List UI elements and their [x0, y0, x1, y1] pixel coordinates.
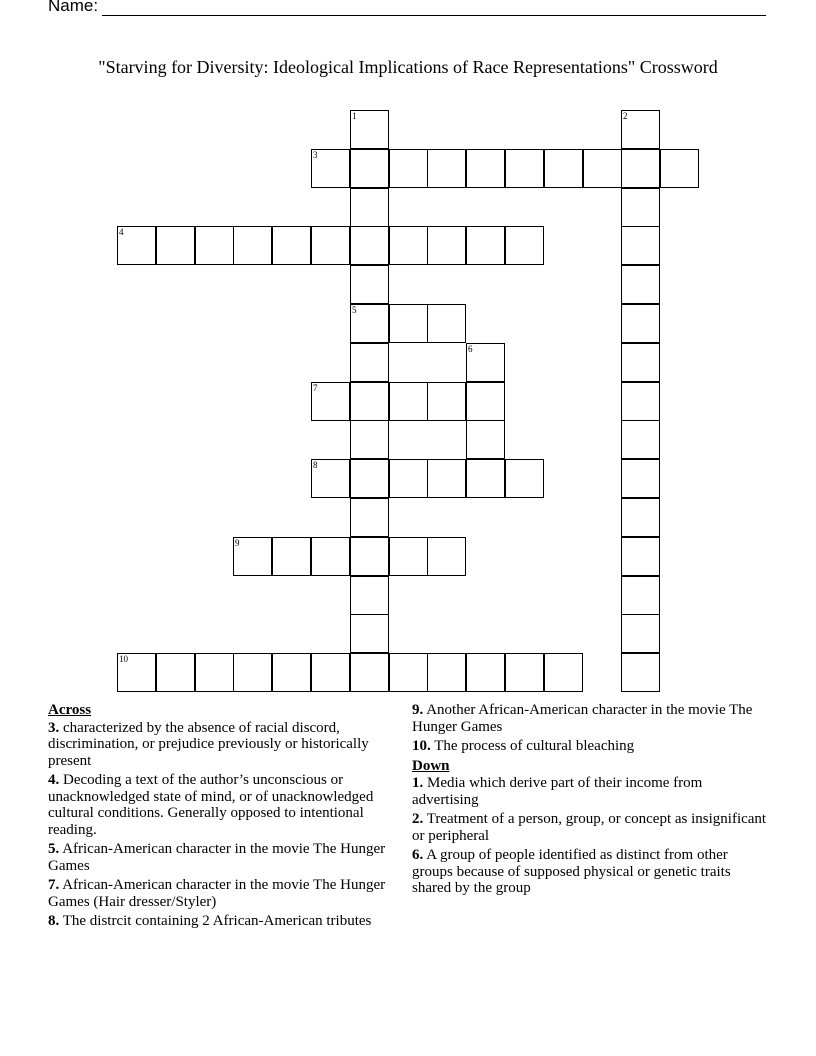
- crossword-cell[interactable]: [389, 149, 428, 188]
- clue-number: 1.: [412, 775, 424, 791]
- across-heading: Across: [48, 702, 92, 718]
- crossword-cell[interactable]: [621, 576, 660, 615]
- crossword-cell[interactable]: [117, 653, 156, 692]
- crossword-cell[interactable]: [350, 537, 389, 576]
- crossword-cell[interactable]: [233, 653, 272, 692]
- crossword-cell[interactable]: [466, 653, 505, 692]
- crossword-cell[interactable]: [583, 149, 622, 188]
- crossword-cell[interactable]: [272, 653, 311, 692]
- name-label: Name:: [48, 0, 99, 15]
- clue-across-3: [48, 720, 386, 770]
- clue-down-6: [412, 847, 772, 897]
- crossword-cell[interactable]: [505, 459, 544, 498]
- clues-right-column: [412, 702, 772, 900]
- down-heading: Down: [412, 757, 450, 774]
- crossword-cell[interactable]: [156, 653, 195, 692]
- crossword-cell[interactable]: [621, 110, 660, 149]
- clue-across-9: [412, 702, 772, 735]
- crossword-cell[interactable]: [389, 382, 428, 421]
- crossword-cell[interactable]: [389, 304, 428, 343]
- crossword-cell[interactable]: [466, 226, 505, 265]
- clue-text: The distrcit containing 2 African-American tributes: [62, 913, 372, 929]
- crossword-cell[interactable]: [427, 382, 466, 421]
- clue-number: 6.: [412, 847, 424, 863]
- crossword-cell[interactable]: [233, 537, 272, 576]
- crossword-cell[interactable]: [621, 304, 660, 343]
- clue-down-2: [412, 811, 772, 844]
- crossword-cell[interactable]: [621, 343, 660, 382]
- crossword-cell[interactable]: [621, 265, 660, 304]
- crossword-cell[interactable]: [427, 304, 466, 343]
- crossword-cell[interactable]: [233, 226, 272, 265]
- crossword-cell[interactable]: [544, 149, 583, 188]
- crossword-cell[interactable]: [621, 149, 660, 188]
- crossword-cell[interactable]: [350, 149, 389, 188]
- crossword-cell[interactable]: [350, 188, 389, 227]
- clue-text: African-American character in the movie The Hunger Games (Hair dresser/Styler): [48, 877, 386, 910]
- crossword-cell[interactable]: [466, 459, 505, 498]
- clue-number: 10.: [412, 738, 431, 754]
- crossword-cell[interactable]: [350, 382, 389, 421]
- clue-across-8: [48, 913, 386, 930]
- crossword-cell[interactable]: [389, 459, 428, 498]
- crossword-cell[interactable]: [389, 537, 428, 576]
- crossword-cell[interactable]: [621, 498, 660, 537]
- crossword-cell[interactable]: [505, 149, 544, 188]
- crossword-cell[interactable]: [311, 537, 350, 576]
- crossword-cell[interactable]: [621, 537, 660, 576]
- crossword-cell[interactable]: [389, 226, 428, 265]
- crossword-cell[interactable]: [621, 459, 660, 498]
- crossword-cell[interactable]: [350, 653, 389, 692]
- clue-number: 8.: [48, 913, 60, 929]
- crossword-cell[interactable]: [350, 459, 389, 498]
- crossword-cell[interactable]: [311, 149, 350, 188]
- crossword-cell[interactable]: [427, 226, 466, 265]
- crossword-cell[interactable]: [350, 304, 389, 343]
- crossword-cell[interactable]: [311, 653, 350, 692]
- crossword-cell[interactable]: [350, 343, 389, 382]
- cell-number: 10: [119, 654, 128, 664]
- cell-number: 3: [313, 150, 318, 160]
- crossword-cell[interactable]: [389, 653, 428, 692]
- crossword-cell[interactable]: [621, 226, 660, 265]
- clue-number: 4.: [48, 772, 60, 788]
- clue-text: Decoding a text of the author’s unconscious or unacknowledged state of mind, or of unacknowledged cultural conditions. Generally opposed to intentional reading.: [48, 772, 374, 838]
- clue-text: Treatment of a person, group, or concept as insignificant or peripheral: [412, 811, 767, 844]
- crossword-cell[interactable]: [350, 110, 389, 149]
- clue-down-1: [412, 775, 772, 808]
- clue-across-4: [48, 772, 386, 838]
- crossword-cell[interactable]: [311, 459, 350, 498]
- crossword-cell[interactable]: [621, 382, 660, 421]
- cell-number: 6: [468, 344, 473, 354]
- cell-number: 8: [313, 460, 318, 470]
- clue-number: 7.: [48, 877, 60, 893]
- clues-left-column: [48, 702, 386, 933]
- crossword-cell[interactable]: [350, 576, 389, 615]
- crossword-cell[interactable]: [350, 614, 389, 653]
- crossword-cell[interactable]: [621, 653, 660, 692]
- crossword-cell[interactable]: [466, 343, 505, 382]
- cell-number: 7: [313, 383, 318, 393]
- clue-number: 2.: [412, 811, 424, 827]
- cell-number: 4: [119, 227, 124, 237]
- crossword-cell[interactable]: [350, 265, 389, 304]
- clue-number: 5.: [48, 841, 60, 857]
- cell-number: 9: [235, 538, 240, 548]
- crossword-cell[interactable]: [272, 226, 311, 265]
- crossword-cell[interactable]: [466, 382, 505, 421]
- crossword-cell[interactable]: [427, 459, 466, 498]
- crossword-cell[interactable]: [195, 653, 234, 692]
- clue-text: The process of cultural bleaching: [434, 738, 635, 754]
- crossword-cell[interactable]: [621, 188, 660, 227]
- crossword-cell[interactable]: [466, 149, 505, 188]
- crossword-cell[interactable]: [505, 226, 544, 265]
- crossword-cell[interactable]: [660, 149, 699, 188]
- clue-across-7: [48, 877, 386, 910]
- crossword-cell[interactable]: [156, 226, 195, 265]
- cell-number: 5: [352, 305, 357, 315]
- clue-text: characterized by the absence of racial discord, discrimination, or prejudice previously or historically present: [48, 719, 369, 769]
- page-title: "Starving for Diversity: Ideological Implications of Race Representations" Crossword: [98, 57, 718, 77]
- cell-number: 1: [352, 111, 357, 121]
- crossword-cell[interactable]: [544, 653, 583, 692]
- crossword-cell[interactable]: [350, 420, 389, 459]
- crossword-cell[interactable]: [272, 537, 311, 576]
- cell-number: 2: [623, 111, 628, 121]
- crossword-cell[interactable]: [427, 653, 466, 692]
- clue-number: 3.: [48, 719, 60, 736]
- crossword-cell[interactable]: [117, 226, 156, 265]
- crossword-cell[interactable]: [621, 614, 660, 653]
- clue-across-5: [48, 841, 386, 874]
- crossword-cell[interactable]: [505, 653, 544, 692]
- clue-text: Media which derive part of their income from advertising: [412, 775, 703, 808]
- crossword-cell[interactable]: [621, 420, 660, 459]
- crossword-cell[interactable]: [311, 226, 350, 265]
- clue-text: African-American character in the movie The Hunger Games: [48, 841, 386, 874]
- crossword-cell[interactable]: [427, 149, 466, 188]
- crossword-cell[interactable]: [311, 382, 350, 421]
- clue-across-10: [412, 738, 772, 755]
- clue-text: A group of people identified as distinct from other groups because of supposed physical or genetic traits shared by the group: [412, 847, 731, 896]
- crossword-cell[interactable]: [350, 226, 389, 265]
- clue-number: 9.: [412, 702, 424, 718]
- crossword-cell[interactable]: [427, 537, 466, 576]
- crossword-cell[interactable]: [350, 498, 389, 537]
- clue-text: Another African-American character in the movie The Hunger Games: [412, 702, 753, 735]
- crossword-cell[interactable]: [466, 420, 505, 459]
- crossword-cell[interactable]: [195, 226, 234, 265]
